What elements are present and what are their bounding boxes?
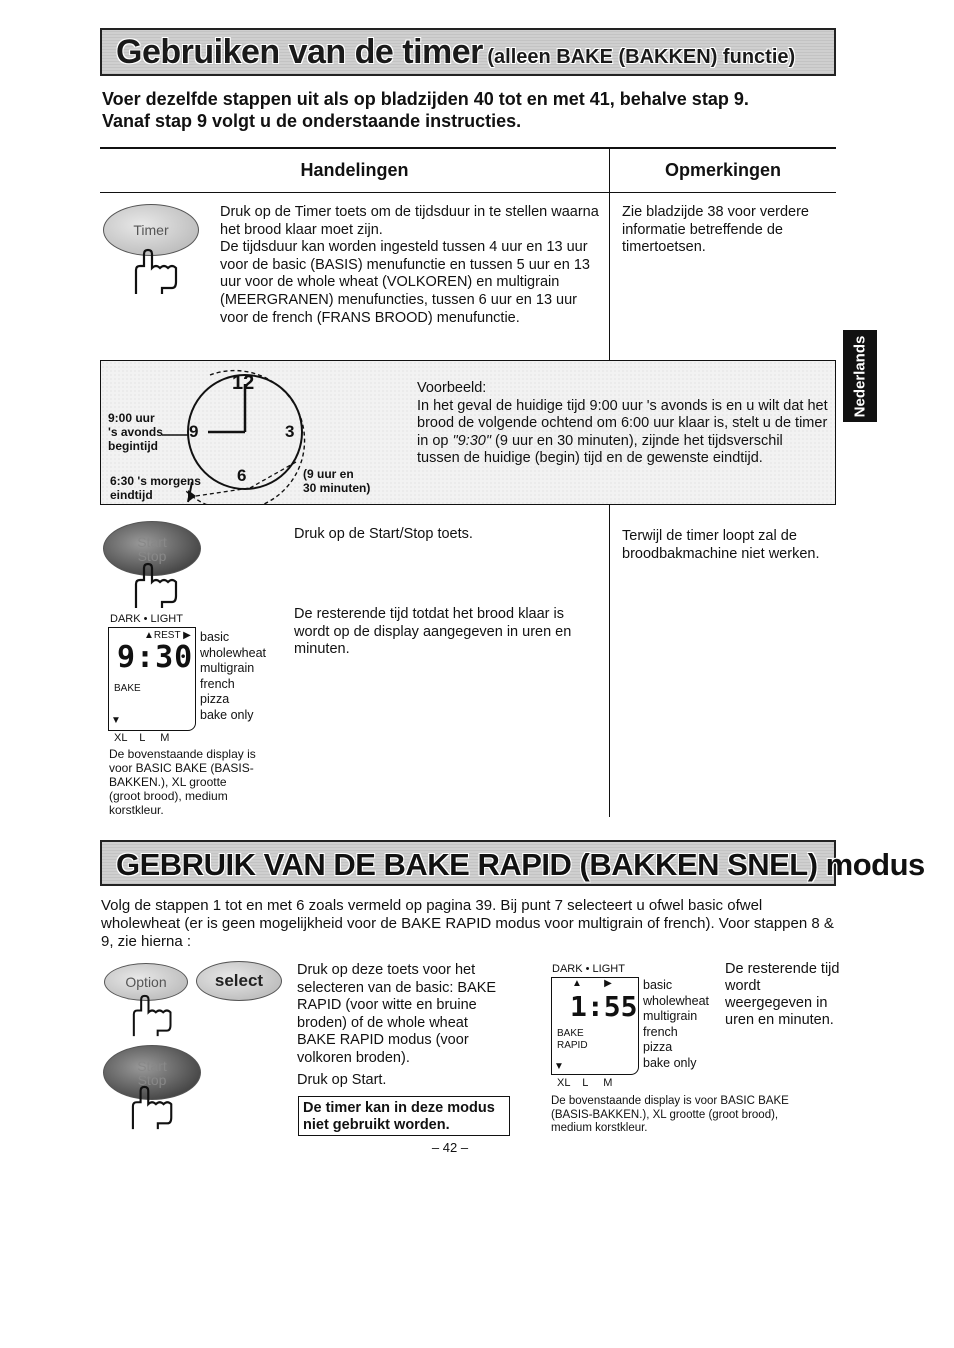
list-item: pizza [643,1040,673,1054]
lcd-digits: 9:30 [117,640,194,675]
column-divider-2 [609,505,610,817]
section2-intro: Volg de stappen 1 tot en met 6 zoals vermeld op pagina 39. Bij punt 7 selecteert u ofwel basic ofwel wholewheat (er is geen mogelijkheid voor de BAKE RAPID modus voor multigrain of french). Voor stappen 8 & 9, zie hierna : [101,897,834,950]
select-button[interactable]: select [196,961,282,1001]
language-tab: Nederlands [843,330,877,422]
section-title: GEBRUIK VAN DE BAKE RAPID (BAKKEN SNEL) modus [116,847,925,882]
arrow-down-indicator: ▼ [554,1061,564,1072]
intro-text: Voer dezelfde stappen uit als op bladzijden 40 tot en met 41, behalve stap 9. Vanaf stap 9 volgt u de onderstaande instructies. [102,89,749,131]
section-title: Gebruiken van de timer [116,33,483,71]
clock-example-text: Voorbeeld: In het geval de huidige tijd 9:00 uur 's avonds is en u wilt dat het brood de volgende ochtend om 6:00 uur klaar is, stelt u de timer in op "9:30" (9 uur en 30 minuten), zijnde het tijdsverschil tussen de huidige (begin) tijd en de gewenste eindtijd. [417,380,828,467]
list-item: wholewheat [200,645,267,660]
list-item: bake only [200,707,254,722]
lcd-display [108,627,196,731]
step1-detail: De tijdsduur kan worden ingesteld tussen 4 uur en 13 uur voor de basic (BASIS) menufunctie en tussen 5 uur en 13 uur voor de whole wheat (VOLKOREN) en multigrain (MEERGRANEN) menufuncties, tussen 6 uur en 13 uur voor de french (FRANS BROOD) menufunctie. [220,239,590,326]
lcd-mode: BAKE RAPID [557,1028,588,1051]
start-stop-button[interactable]: Start Stop [103,521,201,576]
finger-press-icon [128,248,188,296]
column-header-notes: Opmerkingen [664,160,782,180]
list-item: french [643,1024,678,1039]
step2-instruction: Druk op de Start/Stop toets. [294,526,473,542]
page-number: – 42 – [431,1140,469,1155]
arrow-down-indicator: ▼ [111,715,121,726]
clock-number-3: 3 [285,422,295,441]
finger-press-icon [124,994,184,1038]
list-item: basic [643,978,673,992]
lcd-mode: BAKE [114,683,141,694]
option-button[interactable]: Option [104,963,188,1001]
step1-note: Zie bladzijde 38 voor verdere informatie betreffende de timertoetsen. [622,204,809,256]
remaining-time-text: De resterende tijd totdat het brood klaar is wordt op de display aangegeven in uren en minuten. [294,606,572,658]
list-item: multigrain [200,661,255,675]
rest-indicator: ▲REST ▶ [144,630,191,641]
section-banner-bake-rapid [100,840,925,886]
table-header-rule [100,192,836,193]
size-labels: XL L M [557,1077,613,1089]
table-top-rule [100,147,836,149]
clock-number-12: 12 [232,372,255,394]
list-item: pizza [200,692,230,706]
remaining-time-text: De resterende tijd wordt weergegeven in uren en minuten. [725,961,840,1028]
duration-label: (9 uur en 30 minuten) [303,467,371,495]
list-item: french [200,676,235,691]
list-item: bake only [643,1055,697,1070]
finger-press-icon [128,562,188,610]
display-top-label: DARK • LIGHT [110,613,183,625]
clock-number-6: 6 [237,466,247,485]
timer-warning-box: De timer kan in deze modus niet gebruikt worden. [298,1096,510,1136]
display-caption: De bovenstaande display is voor BASIC BAKE (BASIS-BAKKEN.), XL grootte (groot brood), medium korstkleur. [109,747,256,817]
list-item: multigrain [643,1009,698,1023]
display-caption: De bovenstaande display is voor BASIC BAKE (BASIS-BAKKEN.), XL grootte (groot brood), medium korstkleur. [551,1095,789,1134]
start-time-label: 9:00 uur 's avonds begintijd [108,411,163,453]
lcd-digits: 1:55 [570,990,638,1023]
size-labels: XL L M [114,732,170,744]
step1-instruction: Druk op de Timer toets om de tijdsduur in te stellen waarna het brood klaar moet zijn. [220,204,599,238]
end-time-label: 6:30 's morgens eindtijd [110,474,201,502]
arrow-indicators: ▲ ▶ [572,978,612,989]
list-item: basic [200,630,230,644]
timer-button[interactable]: Timer [103,204,199,256]
bake-rapid-instruction: Druk op deze toets voor het selecteren van de basic: BAKE RAPID (voor witte en bruine broden) of de whole wheat BAKE RAPID modus (voor volkoren broden). [297,962,497,1066]
start-stop-button[interactable]: Start Stop [103,1045,201,1100]
section-banner-timer [100,28,836,76]
list-item: wholewheat [643,993,710,1008]
step2-note: Terwijl de timer loopt zal de broodbakmachine niet werken. [622,528,820,562]
press-start-instruction: Druk op Start. [297,1071,387,1088]
column-divider [609,148,610,360]
clock-number-9: 9 [189,422,199,441]
section-subtitle: (alleen BAKE (BAKKEN) functie) [487,46,796,68]
lcd-display [551,977,639,1075]
menu-list [200,630,266,723]
menu-list [643,978,709,1071]
display-top-label: DARK • LIGHT [552,963,625,975]
finger-press-icon [124,1085,184,1131]
column-header-actions: Handelingen [300,160,409,180]
